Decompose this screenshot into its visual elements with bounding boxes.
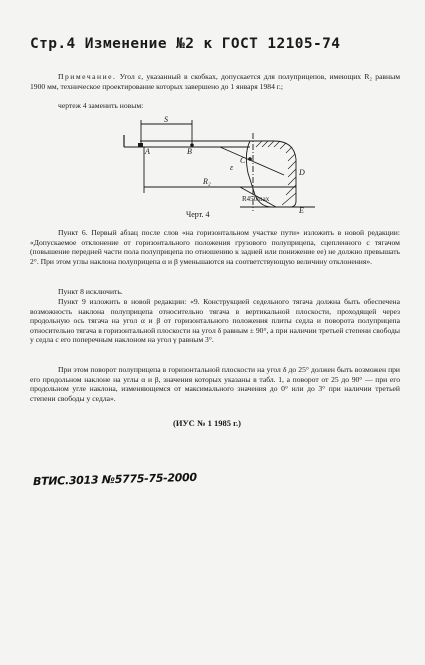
label-a: A [145,147,150,156]
point-c-marker [248,157,252,161]
note-paragraph [30,72,400,91]
label-r450: R450max [242,195,270,203]
figure-caption: Черт. 4 [186,210,210,219]
label-eps: ε [230,163,234,172]
paragraph-9-continued: При этом поворот полуприцепа в горизонтальной плоскости на угол δ до 25° должен быть возможен при его продольном наклоне на углы α и β, значения которых указаны в табл. 1, а поворот от 25 до 90° — при его продольном угле наклона, изменяющемся от максимального значения до 0° или до 3° при наличии третьей степени свободы у седла». [30,365,400,403]
paragraph-8: Пункт 8 исключить. [58,287,123,296]
point-a-marker [138,143,143,147]
note-text: Угол ε, указанный в скобках, допускается для полуприцепов, имеющих R₂ равным 1900 мм, техническое проектирование которых завершено до 1 января 1984 г.; [30,72,400,91]
page-header: Стр.4 Изменение №2 к ГОСТ 12105-74 [30,36,341,52]
label-d: D [299,168,305,177]
archive-stamp: ВТИС.3013 №5775-75-2000 [32,470,197,489]
note-line2: чертеж 4 заменить новым: [58,101,144,110]
note-lead: Примечание. [58,72,117,81]
ius-reference: (ИУС № 1 1985 г.) [173,418,241,428]
paragraph-9: Пункт 9 изложить в новой редакции: «9. Конструкцией седельного тягача должна быть обеспечена возможность наклона полуприцепа относительно тягача в вертикальной плоскости, проходящей через продольную ось тягача на угол α и β от горизонтального положения плиты седла и поворота полуприцепа относительно тягача в горизонтальной плоскости на угол δ равным ± 90°, а при наличии третьей степени свободы у седла с его поперечным наклоном на угол γ равным 3°. [30,297,400,345]
paragraph-6: Пункт 6. Первый абзац после слов «на горизонтальном участке пути» изложить в новой редакции: «Допускаемое отклонение от горизонтального положения грузового полуприцепа, сцепленного с тягачом (повышение передней части пола полуприцепа по отношению к задней или понижение ее) не должно превышать 2°. При этом углы наклона полуприцепа α и β уменьшаются на соответствующую величину отклонения». [30,228,400,266]
label-r2: R₂ [203,177,211,186]
label-c: C [240,156,246,165]
label-e: E [299,206,304,213]
label-b: B [187,147,192,156]
drawing-4 [100,113,340,213]
label-s: S [164,115,168,124]
